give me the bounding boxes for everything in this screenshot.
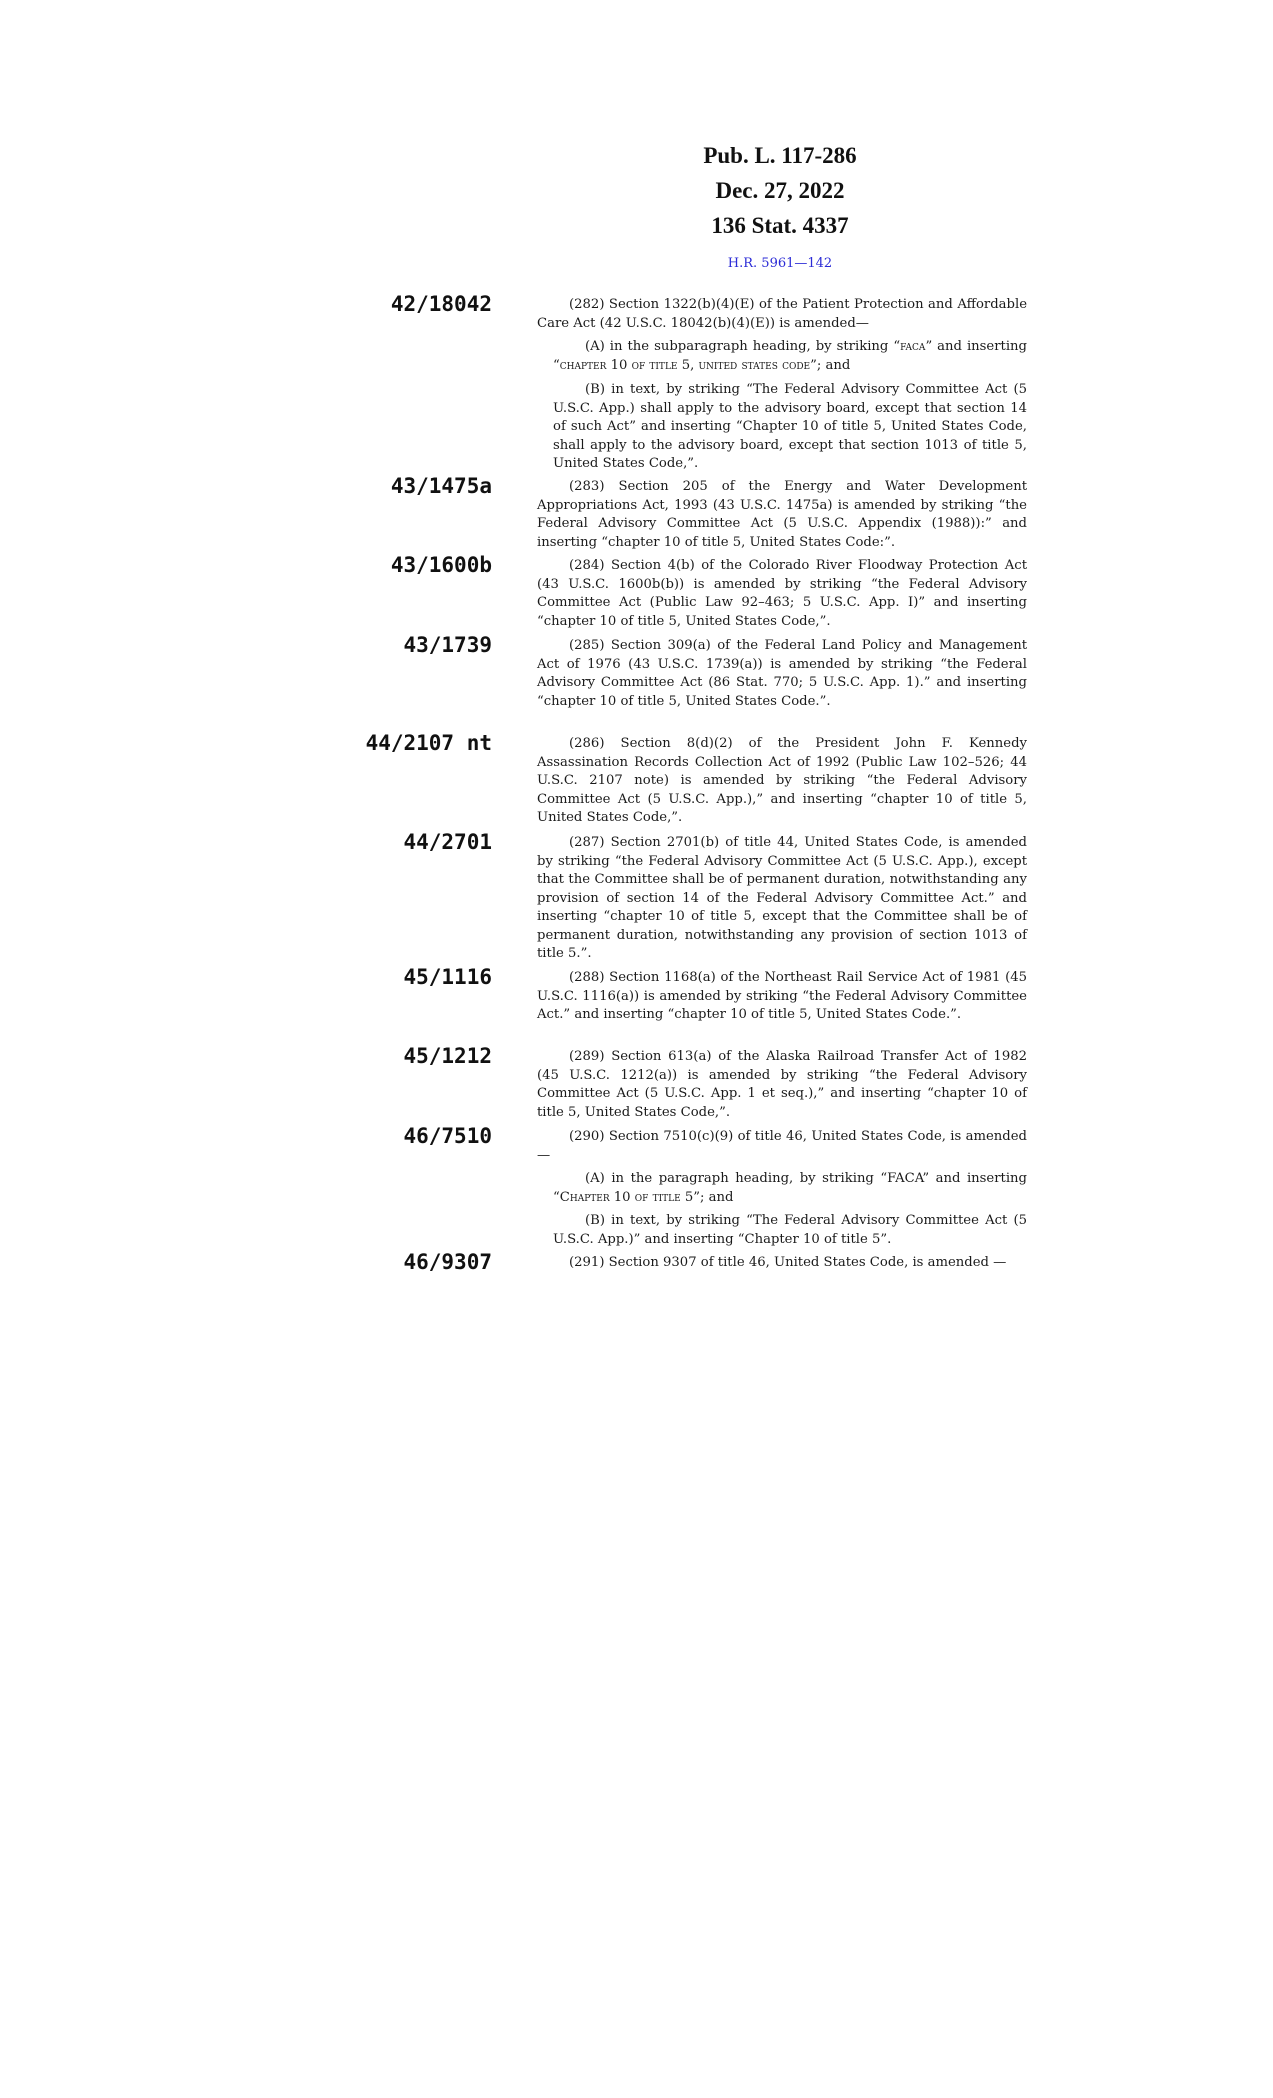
paragraph-286: (286) Section 8(d)(2) of the President John F. Kennedy Assassination Records Collection Act of 1992 (Public Law 102–526; 44 U.S.C. 2107 note) is amended by striking “the Federal Advisory Committee Act (5 U.S.C. App.),” and inserting “chapter 10 of title 5, United States Code,”. xyxy=(537,736,1027,825)
small-caps-faca: faca xyxy=(900,339,926,354)
text-run: 5”; and xyxy=(680,1189,734,1205)
small-caps-chapter: Chapter xyxy=(559,1189,610,1205)
paragraph-290-b: (B) in text, by striking “The Federal Advisory Committee Act (5 U.S.C. App.)” and inserting “Chapter 10 of title 5”. xyxy=(553,1213,1027,1247)
margin-note-44-2107-nt: 44/2107 nt xyxy=(365,731,492,755)
margin-note-42-18042: 42/18042 xyxy=(390,292,492,316)
paragraph-290-a xyxy=(553,1170,1027,1207)
paragraph-282-b: (B) in text, by striking “The Federal Advisory Committee Act (5 U.S.C. App.) shall apply to the advisory board, except that section 14 of such Act” and inserting “Chapter 10 of title 5, United States Code, shall apply to the advisory board, except that section 1013 of title 5, United States Code,”. xyxy=(553,382,1027,471)
margin-note-46-7510: 46/7510 xyxy=(403,1124,492,1148)
small-caps-of-title: of title xyxy=(631,357,678,373)
page-header xyxy=(620,138,940,243)
paragraph-288: (288) Section 1168(a) of the Northeast Rail Service Act of 1981 (45 U.S.C. 1116(a)) is amended by striking “the Federal Advisory Committee Act.” and inserting “chapter 10 of title 5, United States Code.”. xyxy=(537,970,1027,1022)
margin-note-43-1739: 43/1739 xyxy=(403,633,492,657)
paragraph-282-a xyxy=(553,338,1027,375)
text-run: ” and inserting “ xyxy=(553,339,1027,373)
small-caps-usc: united states code xyxy=(698,357,811,373)
margin-note-43-1600b: 43/1600b xyxy=(390,553,492,577)
paragraph-291: (291) Section 9307 of title 46, United States Code, is amended — xyxy=(569,1255,1007,1270)
paragraph-290: (290) Section 7510(c)(9) of title 46, United States Code, is amended— xyxy=(537,1129,1027,1163)
margin-note-46-9307: 46/9307 xyxy=(403,1250,492,1274)
paragraph-284: (284) Section 4(b) of the Colorado River Floodway Protection Act (43 U.S.C. 1600b(b)) is amended by striking “the Federal Advisory Committee Act (Public Law 92–463; 5 U.S.C. App. I)” and inserting “chapter 10 of title 5, United States Code,”. xyxy=(537,558,1027,629)
text-run: ”; and xyxy=(810,357,851,373)
small-caps-chapter: chapter xyxy=(559,357,607,373)
margin-note-43-1475a: 43/1475a xyxy=(390,474,492,498)
text-run: 5, xyxy=(677,357,699,373)
margin-note-44-2701: 44/2701 xyxy=(403,830,492,854)
enactment-date: Dec. 27, 2022 xyxy=(715,178,845,203)
public-law-number: Pub. L. 117-286 xyxy=(703,143,857,168)
paragraph-282: (282) Section 1322(b)(4)(E) of the Patient Protection and Affordable Care Act (42 U.S.C. 18042(b)(4)(E)) is amended— xyxy=(537,297,1027,331)
text-run: (A) in the subparagraph heading, by striking “ xyxy=(585,339,901,354)
text-run: 10 xyxy=(606,357,632,373)
paragraph-287: (287) Section 2701(b) of title 44, United States Code, is amended by striking “the Federal Advisory Committee Act (5 U.S.C. App.), except that the Committee shall be of permanent duration, notwithstanding any provision of section 14 of the Federal Advisory Committee Act.” and inserting “chapter 10 of title 5, except that the Committee shall be of permanent duration, notwithstanding any provision of section 1013 of title 5.”. xyxy=(537,835,1027,961)
text-run: 10 xyxy=(609,1189,635,1205)
text-run: (A) in the paragraph heading, by striking “FACA” and inserting “ xyxy=(553,1171,1027,1205)
statute-page: 136 Stat. 4337 xyxy=(711,213,849,238)
margin-note-45-1116: 45/1116 xyxy=(403,965,492,989)
margin-note-45-1212: 45/1212 xyxy=(403,1044,492,1068)
small-caps-of-title: of title xyxy=(634,1189,681,1205)
paragraph-289: (289) Section 613(a) of the Alaska Railroad Transfer Act of 1982 (45 U.S.C. 1212(a)) is amended by striking “the Federal Advisory Committee Act (5 U.S.C. App. 1 et seq.),” and inserting “chapter 10 of title 5, United States Code,”. xyxy=(537,1049,1027,1120)
paragraph-283: (283) Section 205 of the Energy and Water Development Appropriations Act, 1993 (43 U.S.C. 1475a) is amended by striking “the Federal Advisory Committee Act (5 U.S.C. Appendix (1988)):” and inserting “chapter 10 of title 5, United States Code:”. xyxy=(537,479,1027,550)
paragraph-285: (285) Section 309(a) of the Federal Land Policy and Management Act of 1976 (43 U.S.C. 1739(a)) is amended by striking “the Federal Advisory Committee Act (86 Stat. 770; 5 U.S.C. App. 1).” and inserting “chapter 10 of title 5, United States Code.”. xyxy=(537,638,1027,709)
bill-reference: H.R. 5961—142 xyxy=(727,256,833,271)
